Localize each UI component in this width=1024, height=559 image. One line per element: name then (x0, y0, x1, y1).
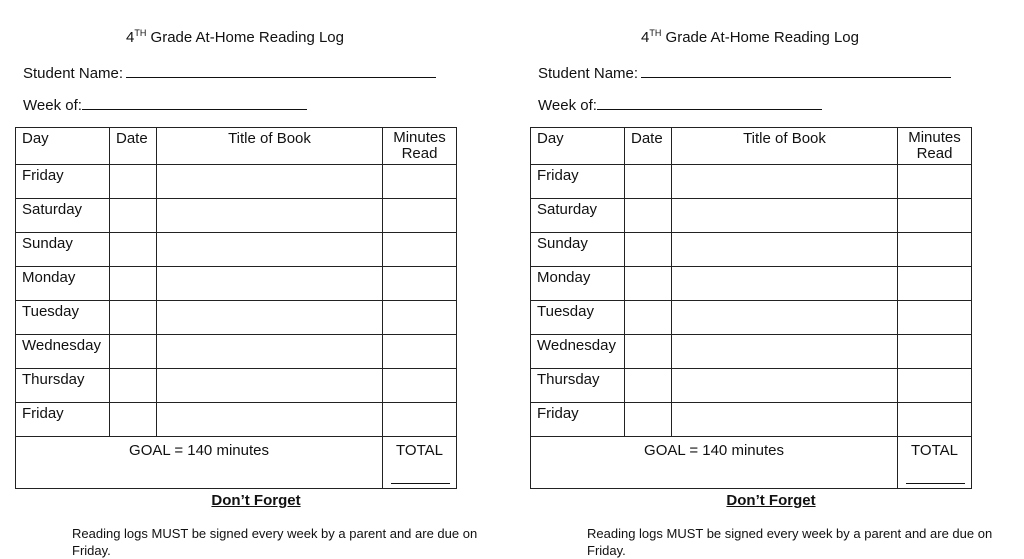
header-title: Title of Book (672, 128, 898, 165)
day-label: Saturday (531, 199, 625, 233)
table-row (16, 199, 457, 233)
minutes-cell[interactable] (383, 335, 457, 369)
table-row (531, 369, 972, 403)
title-cell[interactable] (672, 301, 898, 335)
week-of-label: Week of: (538, 97, 597, 114)
day-label: Friday (531, 165, 625, 199)
table-row (531, 267, 972, 301)
log-title: 4TH Grade At-Home Reading Log (641, 28, 859, 46)
goal-label: GOAL = 140 minutes (16, 437, 383, 489)
table-header-row (531, 128, 972, 165)
minutes-cell[interactable] (898, 335, 972, 369)
date-cell[interactable] (110, 301, 157, 335)
total-label: TOTAL (396, 442, 443, 459)
minutes-cell[interactable] (898, 267, 972, 301)
day-label: Wednesday (531, 335, 625, 369)
total-line[interactable] (906, 483, 965, 484)
title-cell[interactable] (157, 267, 383, 301)
title-cell[interactable] (157, 369, 383, 403)
dont-forget-heading: Don’t Forget (211, 492, 301, 509)
date-cell[interactable] (625, 335, 672, 369)
title-cell[interactable] (157, 233, 383, 267)
day-label: Friday (16, 403, 110, 437)
table-row (531, 199, 972, 233)
date-cell[interactable] (110, 267, 157, 301)
date-cell[interactable] (625, 403, 672, 437)
day-label: Thursday (16, 369, 110, 403)
minutes-cell[interactable] (898, 165, 972, 199)
day-label: Friday (531, 403, 625, 437)
minutes-cell[interactable] (898, 233, 972, 267)
title-cell[interactable] (157, 301, 383, 335)
table-row (16, 233, 457, 267)
date-cell[interactable] (110, 165, 157, 199)
log-title: 4TH Grade At-Home Reading Log (126, 28, 344, 46)
date-cell[interactable] (110, 335, 157, 369)
date-cell[interactable] (110, 199, 157, 233)
week-of-label: Week of: (23, 97, 82, 114)
day-label: Tuesday (531, 301, 625, 335)
title-cell[interactable] (672, 403, 898, 437)
date-cell[interactable] (625, 369, 672, 403)
header-day: Day (531, 128, 625, 165)
student-name-field[interactable] (23, 63, 436, 82)
table-row (531, 301, 972, 335)
minutes-cell[interactable] (898, 369, 972, 403)
day-label: Thursday (531, 369, 625, 403)
date-cell[interactable] (110, 403, 157, 437)
reading-log-right (530, 0, 993, 558)
total-label: TOTAL (911, 442, 958, 459)
minutes-cell[interactable] (383, 165, 457, 199)
minutes-cell[interactable] (898, 199, 972, 233)
title-cell[interactable] (672, 335, 898, 369)
date-cell[interactable] (625, 301, 672, 335)
date-cell[interactable] (625, 165, 672, 199)
minutes-cell[interactable] (383, 267, 457, 301)
table-row (16, 165, 457, 199)
title-cell[interactable] (157, 165, 383, 199)
day-label: Friday (16, 165, 110, 199)
minutes-cell[interactable] (383, 301, 457, 335)
date-cell[interactable] (110, 233, 157, 267)
header-date: Date (110, 128, 157, 165)
title-cell[interactable] (672, 267, 898, 301)
minutes-cell[interactable] (898, 301, 972, 335)
day-label: Tuesday (16, 301, 110, 335)
title-cell[interactable] (672, 199, 898, 233)
table-row (531, 335, 972, 369)
table-row (16, 267, 457, 301)
table-row (16, 403, 457, 437)
student-name-field[interactable] (538, 63, 951, 82)
date-cell[interactable] (110, 369, 157, 403)
student-name-label: Student Name: (538, 65, 639, 82)
week-of-field[interactable] (23, 95, 307, 114)
header-minutes: Minutes Read (898, 128, 972, 165)
reading-log-table (15, 127, 457, 489)
goal-label: GOAL = 140 minutes (531, 437, 898, 489)
table-row (16, 335, 457, 369)
minutes-cell[interactable] (383, 199, 457, 233)
header-date: Date (625, 128, 672, 165)
date-cell[interactable] (625, 267, 672, 301)
date-cell[interactable] (625, 233, 672, 267)
header-title: Title of Book (157, 128, 383, 165)
day-label: Saturday (16, 199, 110, 233)
minutes-cell[interactable] (898, 403, 972, 437)
title-cell[interactable] (157, 335, 383, 369)
minutes-cell[interactable] (383, 369, 457, 403)
student-name-line[interactable] (641, 63, 951, 78)
total-line[interactable] (391, 483, 450, 484)
total-cell[interactable] (898, 437, 972, 489)
title-cell[interactable] (672, 369, 898, 403)
table-header-row (16, 128, 457, 165)
day-label: Sunday (531, 233, 625, 267)
day-label: Wednesday (16, 335, 110, 369)
day-label: Monday (16, 267, 110, 301)
goal-row (531, 437, 972, 489)
day-label: Monday (531, 267, 625, 301)
dont-forget-heading: Don’t Forget (726, 492, 816, 509)
goal-row (16, 437, 457, 489)
week-of-line[interactable] (82, 95, 307, 110)
total-cell[interactable] (383, 437, 457, 489)
reminder-note: Reading logs MUST be signed every week by a parent and are due on Friday. (587, 526, 993, 558)
week-of-field[interactable] (538, 95, 822, 114)
student-name-label: Student Name: (23, 65, 124, 82)
date-cell[interactable] (625, 199, 672, 233)
title-cell[interactable] (672, 233, 898, 267)
reading-log-table (530, 127, 972, 489)
minutes-cell[interactable] (383, 233, 457, 267)
table-row (531, 165, 972, 199)
header-minutes: Minutes Read (383, 128, 457, 165)
header-day: Day (16, 128, 110, 165)
table-row (16, 369, 457, 403)
student-name-line[interactable] (126, 63, 436, 78)
day-label: Sunday (16, 233, 110, 267)
week-of-line[interactable] (597, 95, 822, 110)
minutes-cell[interactable] (383, 403, 457, 437)
title-cell[interactable] (672, 165, 898, 199)
reading-log-left (15, 0, 478, 558)
reminder-note: Reading logs MUST be signed every week by a parent and are due on Friday. (72, 526, 478, 558)
table-row (531, 233, 972, 267)
title-cell[interactable] (157, 403, 383, 437)
table-row (531, 403, 972, 437)
title-cell[interactable] (157, 199, 383, 233)
table-row (16, 301, 457, 335)
